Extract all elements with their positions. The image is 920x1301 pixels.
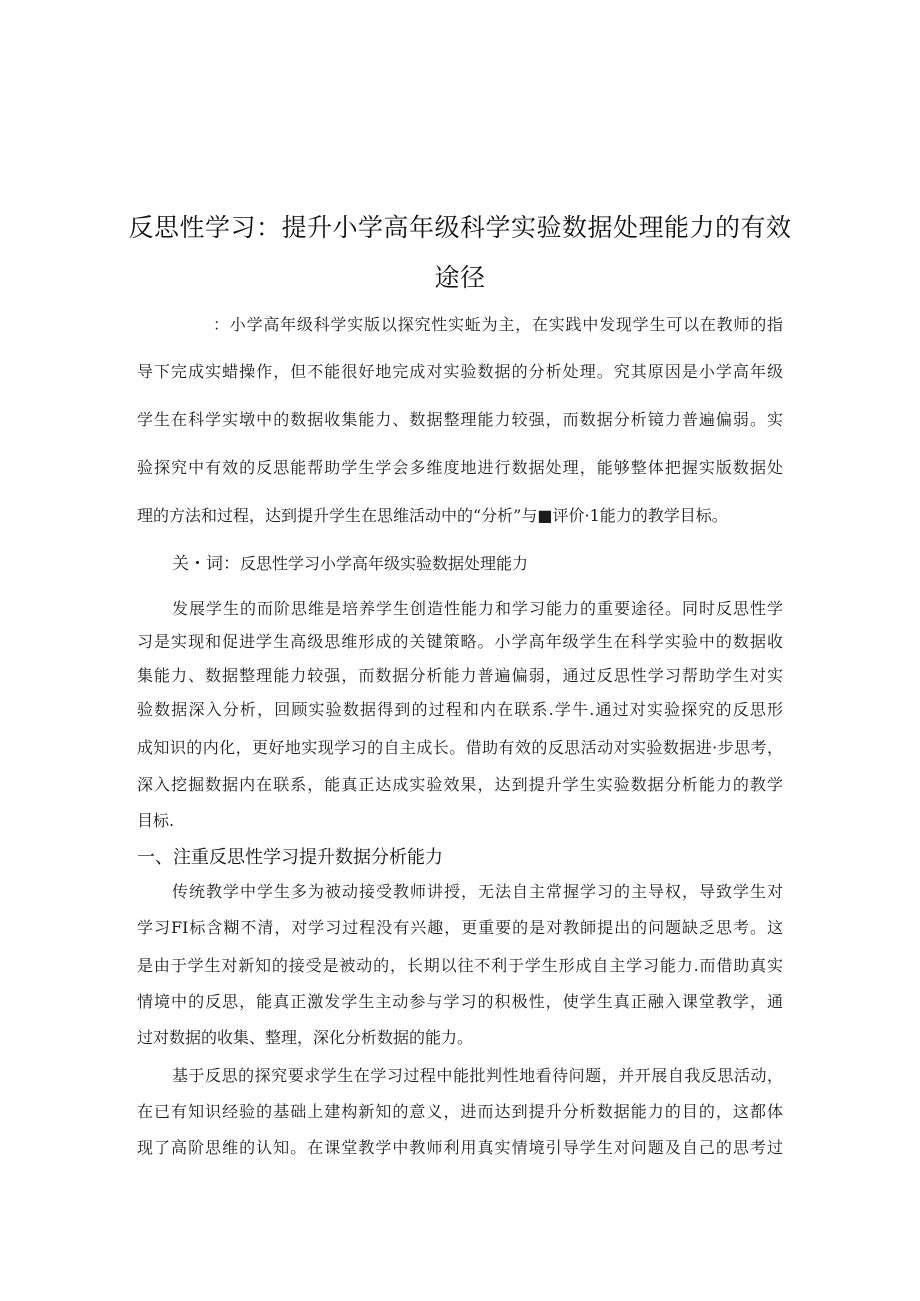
abstract-line: 验探究中有效的反思能帮助学生学会多维度地进行数据处理，能够整体把握实版数据处	[137, 458, 783, 477]
abstract-line: 理的方法和过程，达到提升学生在思维活动中的“分析”与■评价·1能力的教学目标。	[137, 506, 728, 525]
intro-line: 发展学生的而阶思维是培养学生创造性能力和学习能力的重要途径。同时反思性学	[172, 599, 783, 618]
keywords-text: 反思性学习小学高年级实验数据处理能力	[240, 554, 529, 573]
body-line: 现了高阶思维的认知。在课堂教学中教师利用真实情境引导学生对问题及自己的思考过	[137, 1138, 783, 1157]
body-line: 在已有知识经验的基础上建构新知的意义，进而达到提升分析数据能力的目的，这都体	[137, 1102, 783, 1121]
intro-line: 习是实现和促进学生高级思维形成的关键策略。小学高年级学生在科学实验中的数据收	[137, 632, 783, 651]
keywords-row	[172, 554, 528, 574]
intro-line: 验数据深入分析，回顾实验数据得到的过程和内在联系.学牛.通过对实验探究的反思形	[137, 700, 783, 719]
intro-line: 集能力、数据整理能力较强，而数据分析能力普遍偏弱，通过反思性学习帮助学生对实	[137, 666, 783, 685]
body-line: 传统教学中学生多为被动接受教师讲授，无法自主常握学习的主导权，导致学生对	[172, 882, 783, 901]
abstract-line: 导下完成实蜡操作，但不能很好地完成对实验数据的分析处理。究其原因是小学高年级	[137, 362, 783, 381]
section-heading: 一、注重反思性学习提升数据分析能力	[137, 847, 443, 868]
intro-line: 目标.	[137, 811, 175, 830]
keywords-label: 关・词：	[172, 554, 240, 574]
body-line: 基于反思的探究要求学生在学习过程中能批判性地看待问题，并开展自我反思活动，	[172, 1066, 783, 1085]
document-title-line-1: 反思性学习：提升小学高年级科学实验数据处理能力的有效	[128, 213, 792, 242]
body-line: 是由于学生对新知的接受是被动的，长期以往不利于学生形成自主学习能力.而借助真实	[137, 956, 783, 975]
body-line: 过对数据的收集、整理，深化分析数据的能力。	[137, 1028, 474, 1047]
body-line: 情境中的反思，能真正激发学生主动参与学习的积极性，使学生真正融入课堂教学，通	[137, 992, 783, 1011]
body-line: 学习FI标含糊不清，对学习过程没有兴趣，更重要的是对教師提出的问题缺乏思考。这	[137, 918, 783, 937]
intro-line: 成知识的内化，更好地实现学习的自主成长。借助有效的反思活动对实验数据进·步思考，	[137, 738, 783, 757]
abstract-line: 学生在科学实墩中的数据收集能力、数据整理能力较强，而数据分析镜力普遍偏弱。实	[137, 410, 783, 429]
document-title-line-2: 途径	[434, 263, 486, 292]
intro-line: 深入挖掘数据内在联系，能真正达成实验效果，达到提升学生实验数据分析能力的教学	[137, 775, 783, 794]
abstract-line: ：小学高年级科学实版以探究性实蚯为主，在实践中发现学生可以在教师的指	[213, 315, 783, 334]
